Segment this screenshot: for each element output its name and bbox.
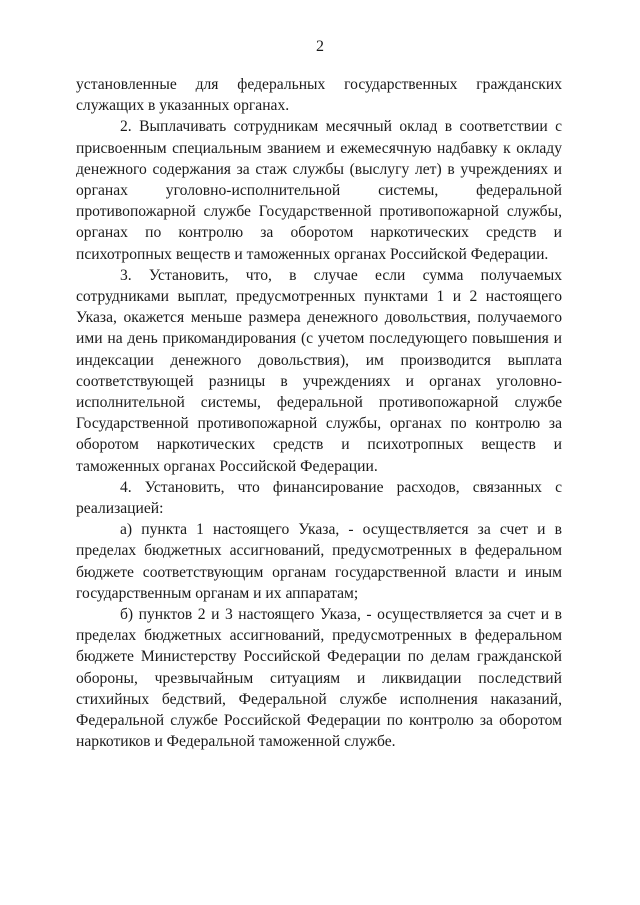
document-body xyxy=(76,74,562,753)
paragraph-continuation: установленные для федеральных государственных гражданских служащих в указанных органах. xyxy=(76,76,562,115)
page-number: 2 xyxy=(316,38,324,55)
paragraph-item-2: 2. Выплачивать сотрудникам месячный оклад в соответствии с присвоенным специальным званием и ежемесячную надбавку к окладу денежного содержания за стаж службы (выслугу лет) в учреждениях и органах уголовно-исполнительной системы, федеральной противопожарной службе Государственной противопожарной службы, органах по контролю за оборотом наркотических средств и психотропных веществ и таможенных органах Российской Федерации. xyxy=(76,118,562,263)
paragraph-subitem-a: а) пункта 1 настоящего Указа, - осуществляется за счет и в пределах бюджетных ассигнований, предусмотренных в федеральном бюджете соответствующим органам государственной власти и иным государственным органам и их аппаратам; xyxy=(76,521,562,602)
paragraph-subitem-b: б) пунктов 2 и 3 настоящего Указа, - осуществляется за счет и в пределах бюджетных ассигнований, предусмотренных в федеральном бюджете Министерству Российской Федерации по делам гражданской обороны, чрезвычайным ситуациям и ликвидации последствий стихийных бедствий, Федеральной службе исполнения наказаний, Федеральной службе Российской Федерации по контролю за оборотом наркотиков и Федеральной таможенной службе. xyxy=(76,606,562,751)
paragraph-item-3: 3. Установить, что, в случае если сумма получаемых сотрудниками выплат, предусмотренных пунктами 1 и 2 настоящего Указа, окажется меньше размера денежного довольствия, получаемого ими на день прикомандирования (с учетом последующего повышения и индексации денежного довольствия), им производится выплата соответствующей разницы в учреждениях и органах уголовно-исполнительной системы, федеральной противопожарной службе Государственной противопожарной службы, органах по контролю за оборотом наркотических средств и психотропных веществ и таможенных органах Российской Федерации. xyxy=(76,266,562,475)
paragraph-item-4: 4. Установить, что финансирование расходов, связанных с реализацией: xyxy=(76,478,562,518)
